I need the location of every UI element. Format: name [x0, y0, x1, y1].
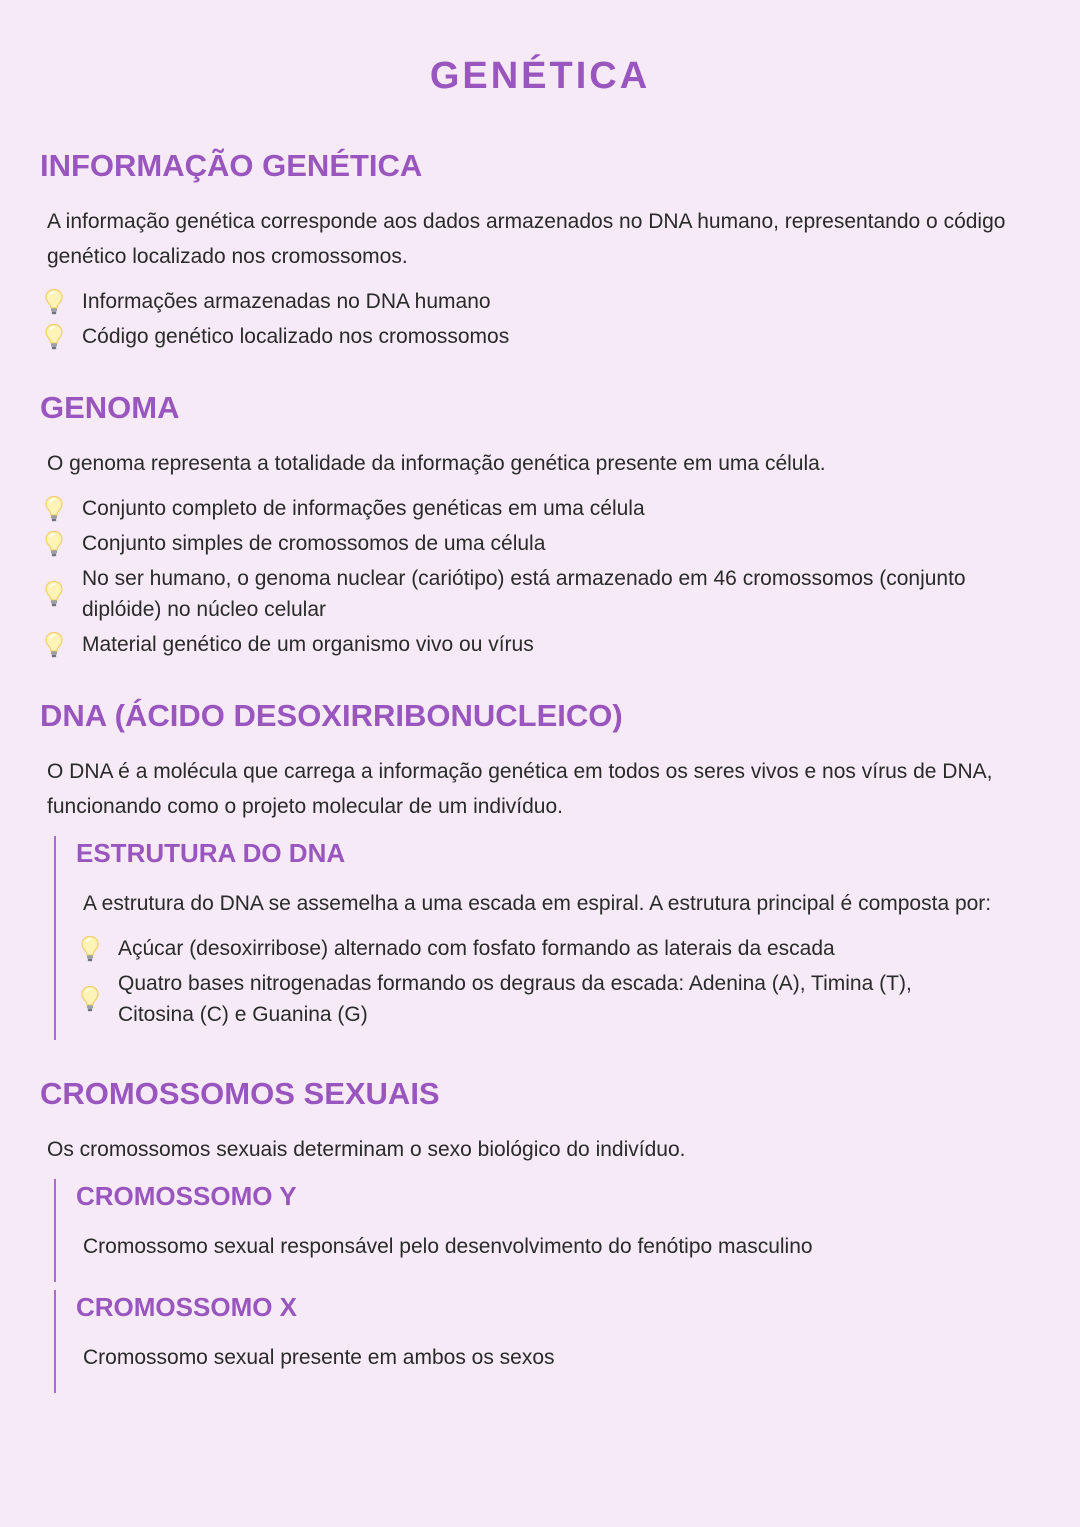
subsection-cromossomo-y [54, 1179, 1040, 1282]
section-genoma [40, 388, 1040, 662]
list-item [40, 319, 1040, 354]
list-item [40, 561, 1040, 627]
list-item [40, 491, 1040, 526]
bullet-list [40, 491, 1040, 662]
lightbulb-icon [40, 288, 68, 316]
subsection-estrutura-dna [54, 836, 1040, 1040]
section-cromossomos-sexuais [40, 1074, 1040, 1393]
subsection-heading: CROMOSSOMO X [76, 1292, 298, 1322]
list-item [40, 627, 1040, 662]
list-item-text: No ser humano, o genoma nuclear (cariótipo) está armazenado em 46 cromossomos (conjunto diplóide) no núcleo celular [82, 567, 966, 621]
lightbulb-icon [76, 985, 104, 1013]
section-paragraph: O genoma representa a totalidade da informação genética presente em uma célula. [47, 452, 826, 475]
bullet-list [40, 284, 1040, 354]
list-item-text: Material genético de um organismo vivo ou vírus [82, 633, 534, 656]
section-heading: CROMOSSOMOS SEXUAIS [40, 1076, 440, 1111]
subsection-paragraph: Cromossomo sexual presente em ambos os sexos [83, 1346, 555, 1369]
section-paragraph: A informação genética corresponde aos dados armazenados no DNA humano, representando o código genético localizado nos cromossomos. [47, 210, 1006, 268]
section-heading: GENOMA [40, 390, 180, 425]
subsection-heading: ESTRUTURA DO DNA [76, 838, 346, 868]
lightbulb-icon [40, 530, 68, 558]
list-item-text: Quatro bases nitrogenadas formando os degraus da escada: Adenina (A), Timina (T), Citosina (C) e Guanina (G) [118, 972, 912, 1026]
subsection-paragraph: Cromossomo sexual responsável pelo desenvolvimento do fenótipo masculino [83, 1235, 813, 1258]
list-item-text: Código genético localizado nos cromossomos [82, 325, 510, 348]
bullet-list [76, 931, 1040, 1032]
subsection-paragraph: A estrutura do DNA se assemelha a uma escada em espiral. A estrutura principal é composta por: [83, 892, 992, 915]
lightbulb-icon [40, 631, 68, 659]
section-heading: DNA (ÁCIDO DESOXIRRIBONUCLEICO) [40, 698, 623, 733]
list-item [76, 966, 1040, 1032]
list-item-text: Açúcar (desoxirribose) alternado com fosfato formando as laterais da escada [118, 937, 835, 960]
list-item [40, 284, 1040, 319]
section-paragraph: Os cromossomos sexuais determinam o sexo biológico do indivíduo. [47, 1138, 686, 1161]
section-heading: INFORMAÇÃO GENÉTICA [40, 148, 423, 183]
lightbulb-icon [40, 323, 68, 351]
list-item [76, 931, 1040, 966]
lightbulb-icon [40, 580, 68, 608]
section-paragraph: O DNA é a molécula que carrega a informação genética em todos os seres vivos e nos vírus de DNA, funcionando como o projeto molecular de um indivíduo. [47, 760, 993, 818]
list-item-text: Conjunto completo de informações genéticas em uma célula [82, 497, 645, 520]
list-item [40, 526, 1040, 561]
lightbulb-icon [76, 935, 104, 963]
list-item-text: Informações armazenadas no DNA humano [82, 290, 491, 313]
subsection-heading: CROMOSSOMO Y [76, 1181, 297, 1211]
page-title: GENÉTICA [429, 55, 651, 97]
subsection-cromossomo-x [54, 1290, 1040, 1393]
section-informacao-genetica [40, 146, 1040, 354]
list-item-text: Conjunto simples de cromossomos de uma célula [82, 532, 546, 555]
section-dna [40, 696, 1040, 1040]
lightbulb-icon [40, 495, 68, 523]
